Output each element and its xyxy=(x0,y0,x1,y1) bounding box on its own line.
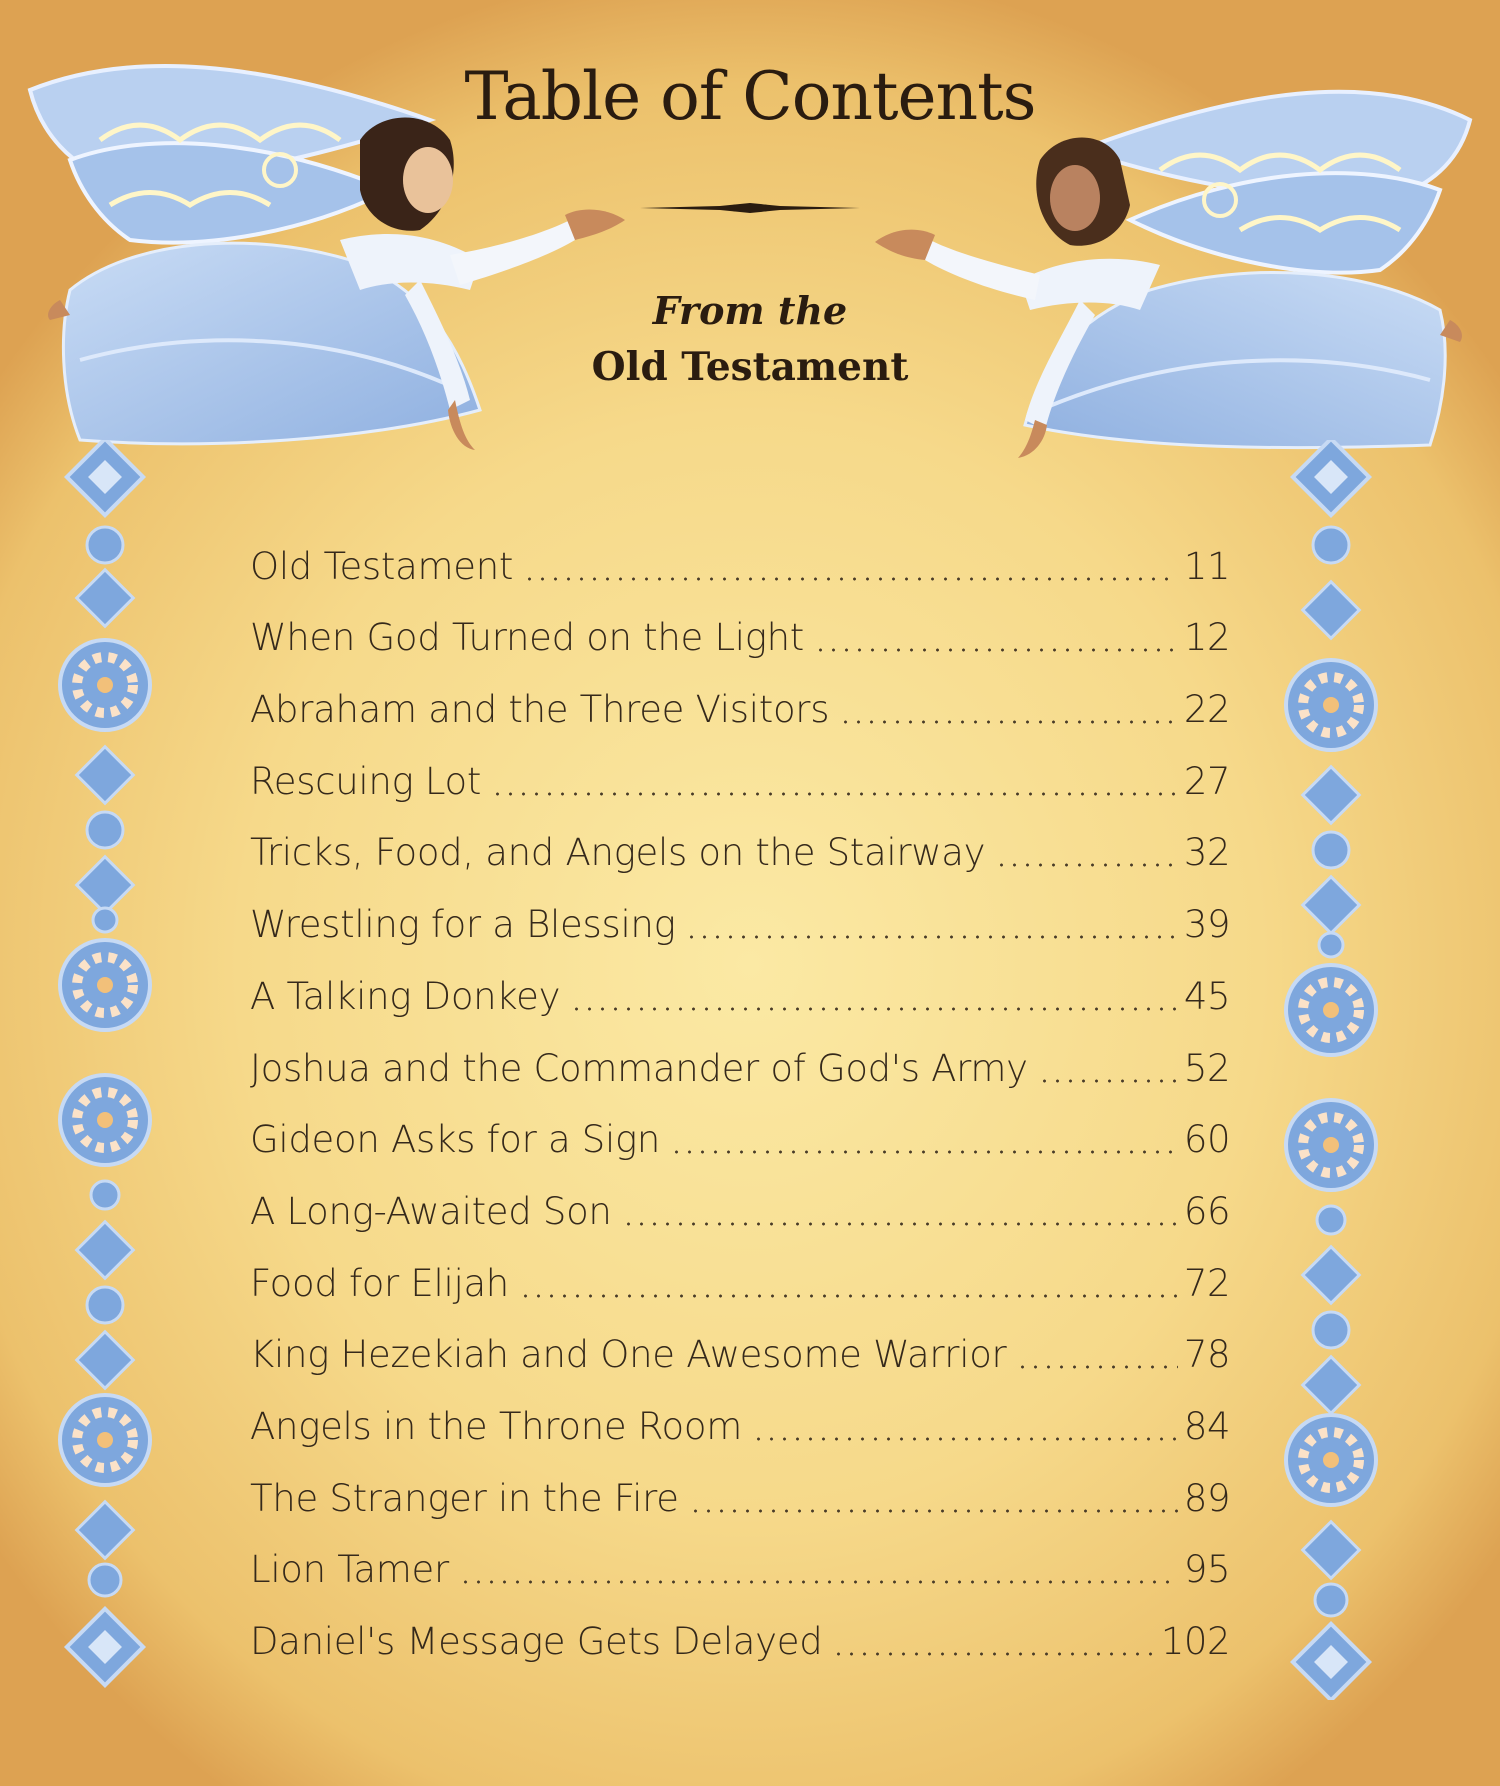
dot-leader xyxy=(814,648,1178,652)
dot-leader xyxy=(685,935,1177,939)
dot-leader xyxy=(752,1437,1178,1441)
flower-medallion-icon xyxy=(60,640,150,730)
toc-entry-page: 78 xyxy=(1183,1333,1230,1377)
table-of-contents-list xyxy=(250,516,1230,1663)
dot-leader xyxy=(670,1150,1178,1154)
dot-leader xyxy=(523,577,1178,581)
toc-entry-page: 89 xyxy=(1183,1476,1230,1520)
section-heading-line1: From the xyxy=(652,288,848,333)
toc-entry[interactable] xyxy=(250,731,1230,803)
toc-entry-title: Tricks, Food, and Angels on the Stairway xyxy=(250,831,986,875)
toc-entry[interactable] xyxy=(250,1448,1230,1520)
toc-entry[interactable] xyxy=(250,1161,1230,1233)
toc-entry[interactable] xyxy=(250,659,1230,731)
toc-entry[interactable] xyxy=(250,1090,1230,1162)
toc-entry-page: 66 xyxy=(1183,1189,1230,1233)
toc-entry-page: 45 xyxy=(1183,974,1230,1018)
toc-entry-page: 72 xyxy=(1183,1261,1230,1305)
toc-entry-title: Rescuing Lot xyxy=(250,759,482,803)
toc-entry-title: Wrestling for a Blessing xyxy=(250,903,676,947)
toc-entry[interactable] xyxy=(250,1591,1230,1663)
toc-entry-title: A Talking Donkey xyxy=(250,974,561,1018)
toc-entry-page: 102 xyxy=(1160,1620,1230,1663)
toc-entry[interactable] xyxy=(250,1018,1230,1090)
toc-entry-page: 39 xyxy=(1183,903,1230,947)
dot-leader xyxy=(839,720,1178,724)
toc-entry-page: 84 xyxy=(1183,1404,1230,1448)
toc-entry-title: The Stranger in the Fire xyxy=(250,1476,679,1520)
page-title: Table of Contents xyxy=(464,58,1036,135)
toc-entry[interactable] xyxy=(250,1376,1230,1448)
toc-entry-page: 22 xyxy=(1183,688,1230,732)
toc-entry[interactable] xyxy=(250,1233,1230,1305)
dot-leader xyxy=(689,1509,1178,1513)
dot-leader xyxy=(570,1007,1178,1011)
toc-entry-title: Angels in the Throne Room xyxy=(250,1404,742,1448)
dot-leader xyxy=(459,1580,1178,1584)
toc-entry-page: 11 xyxy=(1183,544,1230,588)
dot-leader xyxy=(832,1652,1154,1656)
divider-rule-icon xyxy=(640,196,860,220)
toc-entry[interactable] xyxy=(250,516,1230,588)
toc-entry-title: A Long-Awaited Son xyxy=(250,1189,612,1233)
toc-entry-title: Lion Tamer xyxy=(250,1548,449,1592)
toc-entry-title: Abraham and the Three Visitors xyxy=(250,688,830,732)
toc-entry-page: 60 xyxy=(1183,1118,1230,1162)
dot-leader xyxy=(519,1294,1178,1298)
left-ornament-border xyxy=(48,440,168,1700)
toc-entry-page: 32 xyxy=(1183,831,1230,875)
toc-entry-title: Joshua and the Commander of God's Army xyxy=(250,1046,1028,1090)
right-ornament-border xyxy=(1274,440,1394,1700)
toc-entry-title: Old Testament xyxy=(250,544,514,588)
toc-entry-title: King Hezekiah and One Awesome Warrior xyxy=(250,1333,1007,1377)
toc-entry-title: Food for Elijah xyxy=(250,1261,509,1305)
dot-leader xyxy=(1038,1079,1178,1083)
toc-entry-title: When God Turned on the Light xyxy=(250,616,805,660)
toc-entry-title: Gideon Asks for a Sign xyxy=(250,1118,660,1162)
dot-leader xyxy=(491,792,1178,796)
toc-entry[interactable] xyxy=(250,946,1230,1018)
toc-entry-page: 52 xyxy=(1183,1046,1230,1090)
dot-leader xyxy=(995,863,1178,867)
section-heading-line2: Old Testament xyxy=(591,344,909,390)
diamond-ornament-icon xyxy=(67,440,143,515)
toc-entry[interactable] xyxy=(250,874,1230,946)
toc-entry-page: 27 xyxy=(1183,759,1230,803)
toc-entry-title: Daniel's Message Gets Delayed xyxy=(250,1620,823,1663)
toc-entry[interactable] xyxy=(250,1305,1230,1377)
dot-leader xyxy=(622,1222,1178,1226)
dot-leader xyxy=(1016,1365,1177,1369)
toc-entry[interactable] xyxy=(250,803,1230,875)
toc-entry[interactable] xyxy=(250,1520,1230,1592)
toc-entry-page: 12 xyxy=(1183,616,1230,660)
toc-entry[interactable] xyxy=(250,588,1230,660)
toc-entry-page: 95 xyxy=(1183,1548,1230,1592)
